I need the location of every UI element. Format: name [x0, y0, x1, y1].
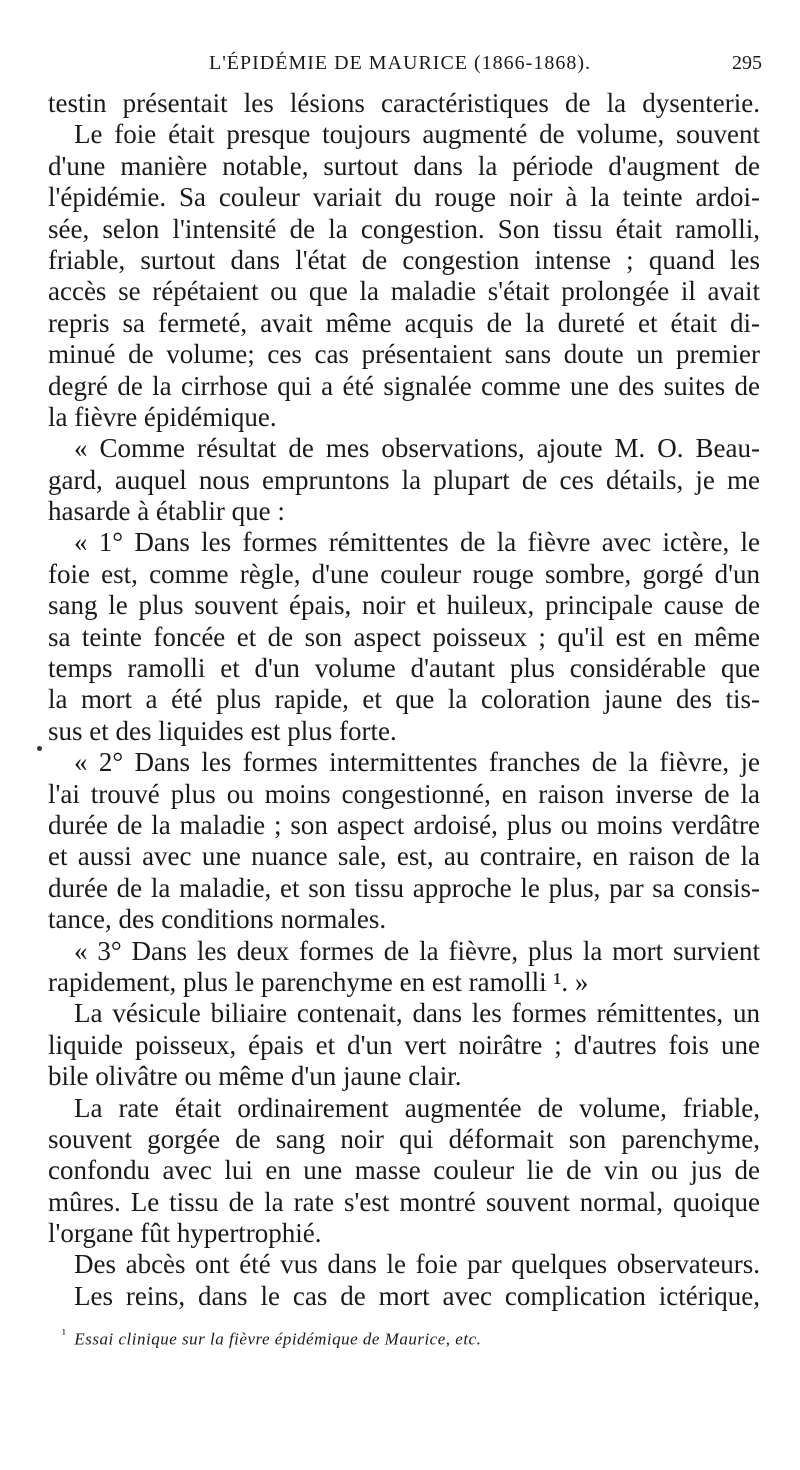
text-line: testin présentait les lésions caractéristiques de la dysenterie. [48, 88, 760, 118]
footnote-marker: ¹ [62, 1326, 67, 1341]
text-line: et aussi avec une nuance sale, est, au contraire, en raison de la [48, 841, 760, 872]
text-line: sa teinte foncée et de son aspect poisseux ; qu'il est en même [48, 621, 760, 652]
text-line: Le foie était presque toujours augmenté de volume, souvent [74, 119, 760, 150]
text-line: La rate était ordinairement augmentée de volume, friable, [74, 1092, 760, 1123]
text-line: l'ai trouvé plus ou moins congestionné, en raison inverse de la [48, 778, 760, 809]
text-line: rapidement, plus le parenchyme en est ramolli ¹. » [48, 966, 589, 997]
text-line: gard, auquel nous empruntons la plupart de ces détails, je me [48, 464, 760, 495]
text-line: degré de la cirrhose qui a été signalée comme une des suites de [48, 370, 760, 401]
text-line: « 1° Dans les formes rémittentes de la fièvre avec ictère, le [74, 527, 760, 558]
text-line: l'organe fût hypertrophié. [48, 1218, 322, 1249]
running-title: L'ÉPIDÉMIE DE MAURICE (1866-1868). [208, 52, 591, 74]
footnote-text: Essai clinique sur la fièvre épidémique de Maurice, etc. [74, 1329, 482, 1349]
text-line: minué de volume; ces cas présentaient sans doute un premier [48, 339, 760, 370]
text-line: « 3° Dans les deux formes de la fièvre, plus la mort survient [74, 935, 760, 966]
body-text [48, 88, 760, 1312]
text-line: sus et des liquides est plus forte. [48, 715, 397, 746]
text-line: accès se répétaient ou que la maladie s'était prolongée il avait [48, 276, 760, 307]
text-line: Les reins, dans le cas de mort avec complication ictérique, [74, 1280, 760, 1311]
running-head [0, 52, 800, 82]
text-line: l'épidémie. Sa couleur variait du rouge noir à la teinte ardoi- [48, 182, 760, 213]
text-line: confondu avec lui en une masse couleur lie de vin ou jus de [48, 1155, 760, 1186]
text-line: La vésicule biliaire contenait, dans les formes rémittentes, un [74, 998, 760, 1029]
text-line: souvent gorgée de sang noir qui déformait son parenchyme, [48, 1123, 760, 1154]
text-line: la fièvre épidémique. [48, 401, 277, 432]
text-line: bile olivâtre ou même d'un jaune clair. [48, 1061, 462, 1092]
text-line: hasarde à établir que : [48, 496, 285, 527]
text-line: « 2° Dans les formes intermittentes franches de la fièvre, je [74, 747, 760, 778]
text-line: repris sa fermeté, avait même acquis de la dureté et était di- [48, 307, 760, 338]
footnote [62, 1326, 762, 1350]
text-line: « Comme résultat de mes observations, ajoute M. O. Beau- [74, 433, 760, 464]
text-line: sang le plus souvent épais, noir et huileux, principale cause de [48, 590, 760, 621]
text-line: temps ramolli et d'un volume d'autant plus considérable que [48, 653, 760, 684]
text-line: la mort a été plus rapide, et que la coloration jaune des tis- [48, 684, 760, 715]
print-speck [37, 746, 42, 751]
text-line: Des abcès ont été vus dans le foie par quelques observateurs. [74, 1249, 760, 1280]
text-line: sée, selon l'intensité de la congestion. Son tissu était ramolli, [48, 213, 760, 244]
text-line: tance, des conditions normales. [48, 904, 387, 935]
text-line: durée de la maladie, et son tissu approche le plus, par sa consis- [48, 872, 760, 903]
text-line: friable, surtout dans l'état de congestion intense ; quand les [48, 244, 760, 275]
page-number: 295 [732, 52, 762, 74]
text-line: liquide poisseux, épais et d'un vert noirâtre ; d'autres fois une [48, 1029, 760, 1060]
text-line: d'une manière notable, surtout dans la période d'augment de [48, 150, 760, 181]
text-line: foie est, comme règle, d'une couleur rouge sombre, gorgé d'un [48, 558, 760, 589]
text-line: durée de la maladie ; son aspect ardoisé, plus ou moins verdâtre [48, 809, 760, 840]
text-line: mûres. Le tissu de la rate s'est montré souvent normal, quoique [48, 1186, 760, 1217]
